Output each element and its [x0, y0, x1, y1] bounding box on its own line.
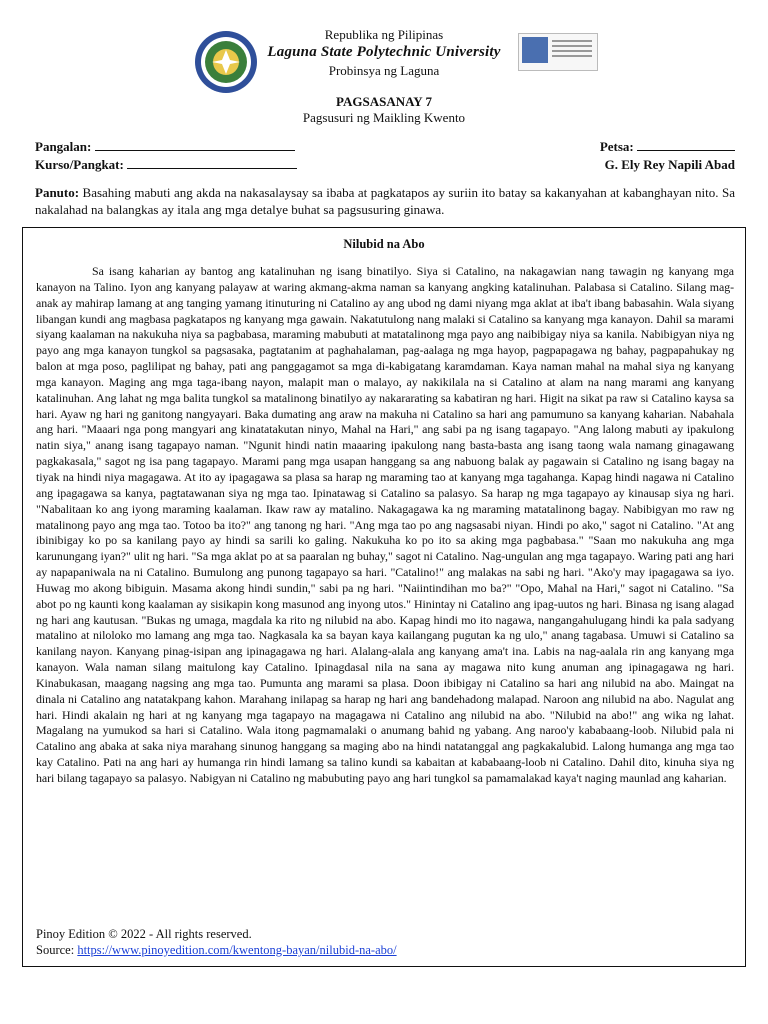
instructions-label: Panuto:: [35, 185, 80, 200]
province-text: Probinsya ng Laguna: [328, 63, 440, 78]
source-line: [36, 942, 734, 958]
story-title: Nilubid na Abo: [343, 237, 425, 251]
copyright-text: Pinoy Edition © 2022 - All rights reserved.: [36, 927, 252, 941]
story-box: [22, 227, 746, 967]
exercise-number: PAGSASANAY 7: [336, 94, 432, 109]
date-field[interactable]: [637, 139, 735, 151]
course-field[interactable]: [127, 157, 297, 169]
course-row: [35, 156, 735, 174]
name-field[interactable]: [95, 139, 295, 151]
date-label: Petsa:: [599, 139, 634, 154]
letterhead: [0, 26, 768, 79]
republic-text: Republika ng Pilipinas: [324, 27, 444, 42]
course-label: Kurso/Pangkat:: [35, 157, 124, 172]
exercise-subtitle: Pagsusuri ng Maikling Kwento: [302, 110, 466, 125]
university-name: Laguna State Polytechnic University: [267, 44, 501, 60]
instructions: [35, 184, 735, 218]
name-row: [35, 138, 735, 156]
source-link[interactable]: https://www.pinoyedition.com/kwentong-bayan/nilubid-na-abo/: [77, 943, 397, 957]
source-label: Source:: [36, 943, 75, 957]
teacher-name: G. Ely Rey Napili Abad: [604, 157, 735, 172]
source-credit: [36, 926, 734, 958]
worksheet-title: [0, 94, 768, 126]
instructions-text: Basahing mabuti ang akda na nakasalaysay sa ibaba at pagkatapos ay suriin ito batay sa kakanyahan at kabanghayan nito. Sa nakalahad na balangkas ay itala ang mga detalye buhat sa pagsusuring ginawa.: [35, 185, 736, 217]
name-label: Pangalan:: [35, 139, 92, 154]
date-group: [600, 138, 735, 156]
story-body: Sa isang kaharian ay bantog ang katalinuhan ng isang binatilyo. Siya si Catalino, na nakagawian nang tawagin ng kanyang mga kanayon na Talino. Iyon ang kanyang palayaw at waring akmang-akma naman sa kanyang angking katalinuhan. Palabasa si Catalino. Silang mag-anak ay mahirap lamang at ang tanging yamang itinuturing ni Catalino ay ang ubod ng dami niyang mga aklat at iba't ibang babasahin. Wala siyang libangan kundi ang magbasa pagkatapos ng kanyang mga gawain. Nakatutulong nang malaki si Catalino sa kanyang mga kanayon. Dahil sa marami siyang kaalaman na nakukuha niya sa pagbabasa, maraming mabubuti at matatalinong mga payo ang naibibigay niya sa kanila. Nabibigyan niya ng payo ang mga kanayon tungkol sa pagsasaka, pagtatanim at paghahalaman, pag-aalaga ng mga hayop, pagpapagawa ng bahay, pagpapahukay ng balon at mga poso, paglilipat ng bahay, pati ang panggagamot sa mga di-kabigatang karamdaman. Kaya naman mahal na mahal siya ng kanyang mga kanayon. Maging ang mga taga-ibang nayon, malapit man o malayo, ay nakikilala na si Catalino at alam na nang marami ang kanyang katalinuhan. Ang lahat ng mga balita tungkol sa matalinong binatilyo ay nakararating sa kabatiran ng hari. Higit na sikat pa raw si Catalino kaysa sa hari. Ayaw ng hari ng ganitong nangyayari. Baka dumating ang araw na makuha ni Catalino sa hari ang pamumuno sa kanyang kaharian. Nabahala ang hari. "Maaari nga pong mangyari ang kinatatakutan ninyo, Mahal na Hari," ang sabi pa ng isang tagapayo. "Ang lalong mabuti ay ipakulong natin siya," anang isang tagapayo naman. "Ngunit hindi natin maaaring ipakulong nang basta-basta ang isang taong wala namang ginagawang pagkakasala," sagot ng isa pang tagapayo. Marami pang mga usapan hanggang sa ang nabuong balak ay pagawain si Catalino ng isang bagay na tiyak na hindi niya magagawa. At ito ay ipagagawa sa plasa sa harap ng maraming tao at kanyang mga tagahanga. Kapag hindi nagawa ni Catalino ang ipagagawa sa kanya, pagtatawanan siya ng mga tao. Ipinatawag si Catalino sa palasyo. Sa harap ng mga tagapayo ay kinausap siya ng hari. "Nabalitaan ko ang iyong maraming kaalaman. Ikaw raw ay matalino. Nakagagawa ka ng maraming matatalinong bagay. Nabibigyan mo raw ng matalinong payo ang mga tao. Totoo ba ito?" ang tanong ng hari. "Ang mga tao po ang nagsasabi niyan. Hindi po ako," sagot ni Catalino. "At ang ibinibigay ko po sa kanilang payo ay hindi sa sarili ko galing. Nakukuha ko po ito sa aking mga pagbabasa." "Saan mo nakukuha ang mga karunungang iyan?" ulit ng hari. "Sa mga aklat po at sa paaralan ng buhay," sagot ni Catalino. Nag-ungulan ang mga tagapayo. Waring pati ang hari ay napapaniwala na ni Catalino. Bumulong ang punong tagapayo sa hari. "Catalino!" ang malakas na sabi ng hari. "Ako'y may ipagagawa sa iyo. Huwag mo akong bibiguin. Masama akong hindi sundin," sabi pa ng hari. "Naiintindihan mo ba?" "Opo, Mahal na Hari," sagot ni Catalino. "Sa abot po ng kaunti kong kaalaman ay sisikapin kong masunod ang inyong utos." Hinintay ni Catalino ang ipag-uutos ng hari. Binasa ng isang alagad ng hari ang kautusan. "Bukas ng umaga, magdala ka rito ng nilubid na abo. Kapag hindi mo ito nagawa, nangangahulugang hindi ka pala sadyang matalino at niloloko mo lamang ang mga tao. Nagkasala ka sa bayan kaya kailangang pugutan ka ng ulo," anang tagabasa. Umuwi si Catalino sa kanilang nayon. Kanyang pinag-isipan ang ipinagagawa ng hari. Alalang-alala ang kanyang ama't ina. Labis na nag-aalala rin ang kanyang mga kanayon. Wala naman silang maitulong kay Catalino. Ipinagdasal nila na sana ay magawa nito kung anuman ang ipinagagawa ng hari. Kinabukasan, maagang nagsing ang mga tao. Pumunta ang marami sa plasa. Doon ibibigay ni Catalino sa hari ang nilubid na abo. Maingat na dinala ni Catalino ang natatakpang kahon. Marahang inilapag sa harap ng hari ang bandehadong malapad. Naroon ang nilubid na abo. Nagulat ang hari. Hindi akalain ng hari at ng kanyang mga tagapayo na magagawa ni Catalino ang nilubid na abo. "Nilubid na abo!" ang wika ng lahat. Magalang na yumukod sa hari si Catalino. Wala itong pagmamalaki o anumang bahid ng yabang. Ang naroo'y kababaang-loob. Nilubid pala ni Catalino ang abaka at saka niya marahang sinunog hanggang sa maging abo na hindi natatanggal ang pagkakalubid. Lalong humanga ang mga tao kay Catalino. Pati na ang hari ay humanga rin hindi lamang sa talino kundi sa kabaitan at kababaang-loob ni Catalino. Dahil dito, kinuha siya ng hari bilang tagapayo sa palasyo. Nabigyan ni Catalino ng mabubuting payo ang hari tungkol sa pamamalakad kaya't naging maunlad ang kaharian.: [36, 264, 734, 785]
